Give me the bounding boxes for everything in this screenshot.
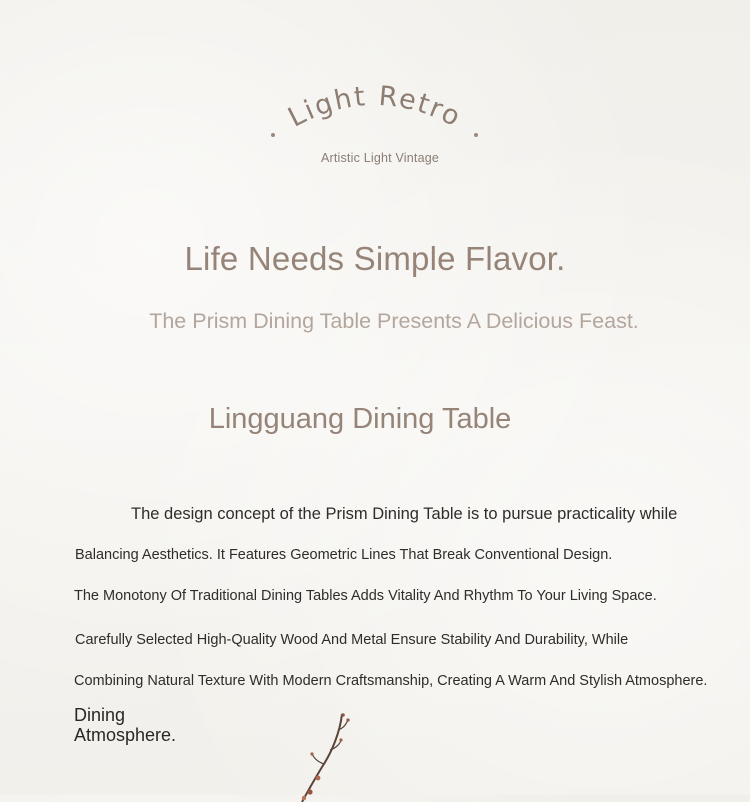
logo-dot-right <box>474 133 478 137</box>
description-line: The Monotony Of Traditional Dining Tables Adds Vitality And Rhythm To Your Living Space. <box>74 588 657 604</box>
description-line: Carefully Selected High-Quality Wood And Metal Ensure Stability And Durability, While <box>75 632 629 648</box>
description-line: Combining Natural Texture With Modern Craftsmanship, Creating A Warm And Stylish Atmosphere. <box>74 673 708 689</box>
logo-text: Light Retro <box>283 80 467 134</box>
branch-decoration-icon <box>280 712 370 802</box>
brand-logo <box>260 80 490 150</box>
brand-tagline: Artistic Light Vintage <box>320 151 440 165</box>
subheadline: The Prism Dining Table Presents A Delicious Feast. <box>149 309 639 333</box>
headline: Life Needs Simple Flavor. <box>184 240 566 277</box>
logo-dot-left <box>271 133 275 137</box>
atmosphere-title: Dining Atmosphere. <box>74 705 177 745</box>
description-line: Balancing Aesthetics. It Features Geometric Lines That Break Conventional Design. <box>75 547 613 563</box>
product-name: Lingguang Dining Table <box>208 403 512 435</box>
description-line: The design concept of the Prism Dining Table is to pursue practicality while <box>131 505 678 523</box>
